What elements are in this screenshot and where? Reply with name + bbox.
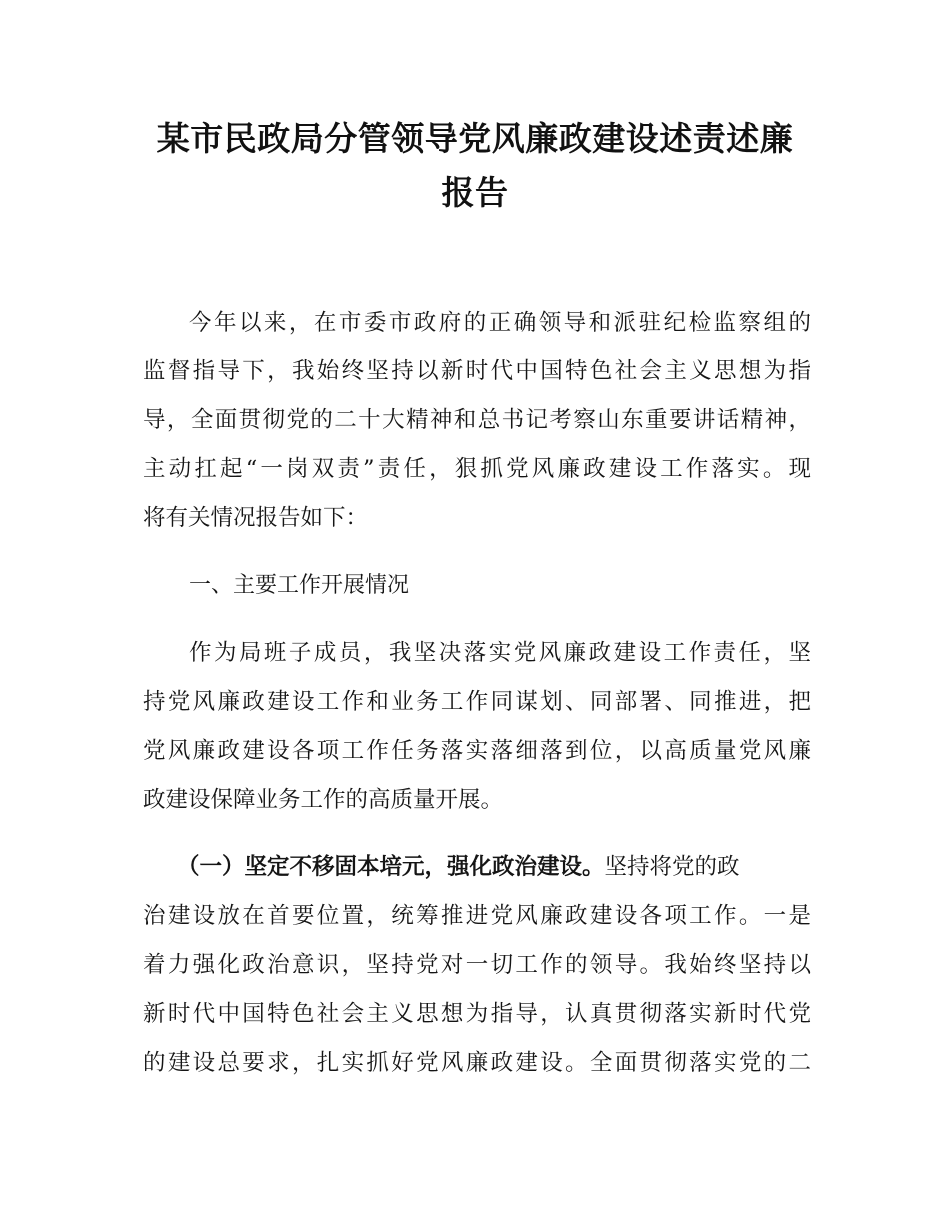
subsection-lead-bold: （一）坚定不移固本培元，强化政治建设。: [177, 854, 605, 880]
intro-line-2: 监督指导下，我始终坚持以新时代中国特色社会主义思想为指: [143, 358, 811, 384]
section-heading: 一、主要工作开展情况: [189, 573, 410, 598]
intro-line-1: 今年以来，在市委市政府的正确领导和派驻纪检监察组的: [189, 310, 811, 336]
subsection-line-4: 新时代中国特色社会主义思想为指导，认真贯彻落实新时代党: [143, 1001, 811, 1027]
document-title: [100, 112, 850, 220]
subsection-line-2: 治建设放在首要位置，统筹推进党风廉政建设各项工作。一是: [143, 903, 811, 929]
section-line-1: 作为局班子成员，我坚决落实党风廉政建设工作责任，坚: [189, 640, 811, 666]
title-line-2: 报告: [441, 173, 509, 212]
section-line-4: 政建设保障业务工作的高质量开展。: [143, 787, 504, 813]
section-line-2: 持党风廉政建设工作和业务工作同谋划、同部署、同推进，把: [143, 689, 811, 715]
intro-line-5: 将有关情况报告如下：: [143, 505, 369, 531]
subsection-lead-rest: 坚持将党的政: [604, 854, 740, 880]
subsection-first-line: [177, 852, 811, 882]
intro-line-4: 主动扛起“一岗双责”责任，狠抓党风廉政建设工作落实。现: [143, 456, 811, 482]
subsection-line-3: 着力强化政治意识，坚持党对一切工作的领导。我始终坚持以: [143, 952, 811, 978]
subsection-line-5: 的建设总要求，扎实抓好党风廉政建设。全面贯彻落实党的二: [143, 1050, 811, 1076]
intro-line-3: 导，全面贯彻党的二十大精神和总书记考察山东重要讲话精神，: [143, 407, 811, 433]
title-line-1: 某市民政局分管领导党风廉政建设述责述廉: [156, 119, 794, 158]
section-line-3: 党风廉政建设各项工作任务落实落细落到位，以高质量党风廉: [143, 738, 811, 764]
